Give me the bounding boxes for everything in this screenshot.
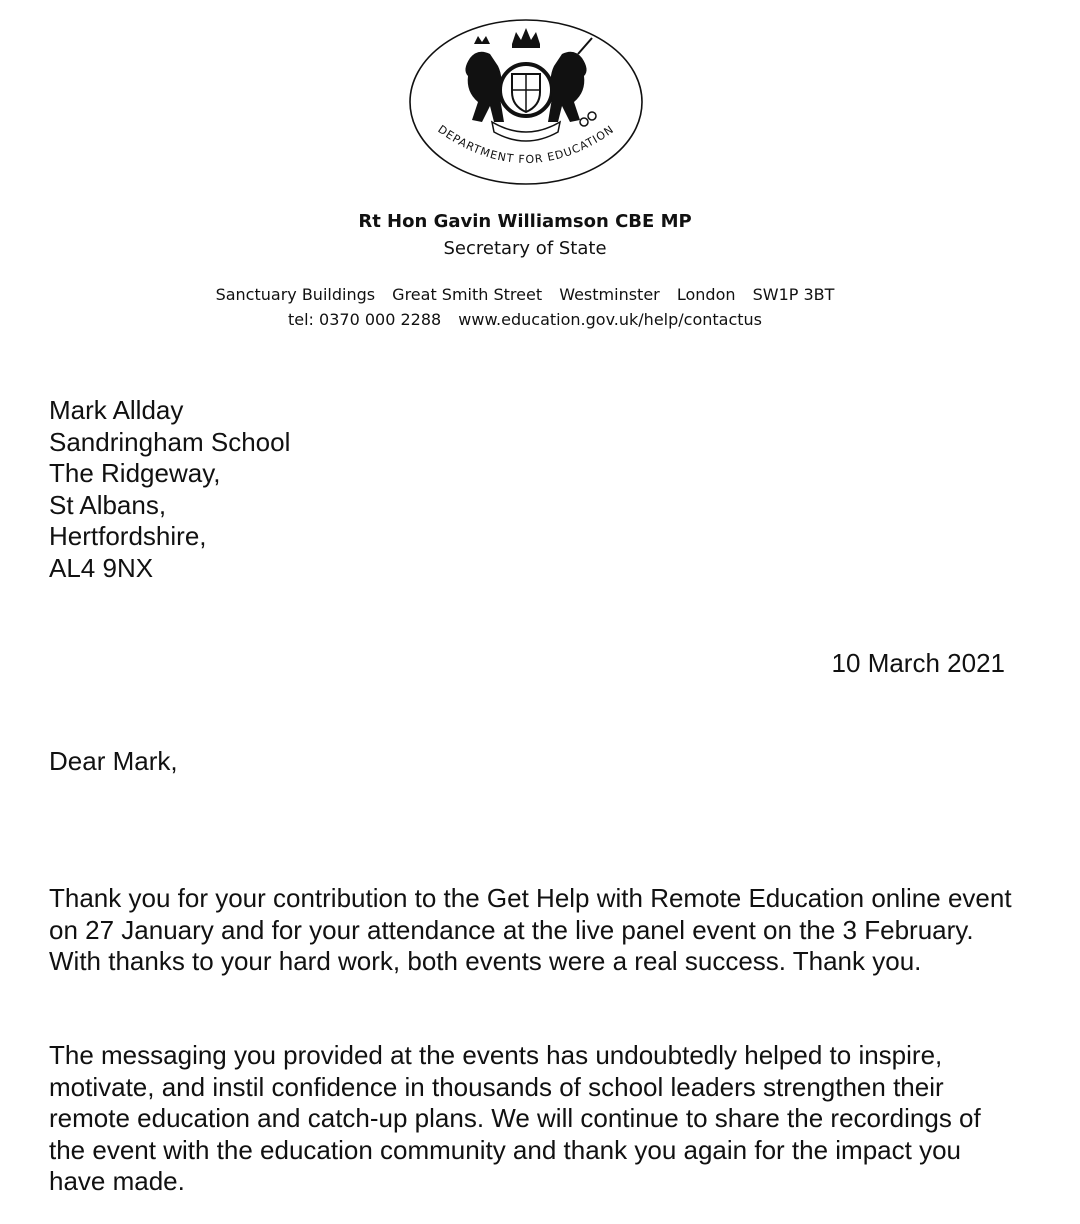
department-arc-text: DEPARTMENT FOR EDUCATION — [435, 122, 617, 167]
recipient-line: Sandringham School — [49, 426, 291, 457]
sender-contact — [0, 310, 1050, 329]
body-paragraph: Thank you for your contribution to the Get Help with Remote Education online event on 27 January and for your attendance at the live panel event on the 3 February. With thanks to your hard work, both events were a real success. Thank you. — [49, 883, 1012, 977]
letter-date: 10 March 2021 — [831, 648, 1005, 678]
sender-name: Rt Hon Gavin Williamson CBE MP — [358, 211, 692, 232]
svg-text:DEPARTMENT FOR EDUCATION — [435, 123, 616, 166]
recipient-line: The Ridgeway, — [49, 458, 221, 489]
sender-address — [0, 285, 1050, 304]
recipient-line: AL4 9NX — [49, 552, 154, 583]
royal-coat-of-arms-icon — [465, 28, 596, 141]
address-line: London — [676, 285, 736, 304]
recipient-line: Mark Allday — [49, 395, 184, 425]
recipient-address — [49, 395, 290, 585]
contact-url: www.education.gov.uk/help/contactus — [458, 310, 762, 329]
sender-title: Secretary of State — [443, 238, 607, 259]
address-line: Sanctuary Buildings — [215, 285, 376, 304]
recipient-line: St Albans, — [49, 489, 167, 520]
recipient-line: Hertfordshire, — [49, 521, 207, 552]
telephone: tel: 0370 000 2288 — [287, 310, 442, 329]
address-line: Great Smith Street — [392, 285, 543, 304]
body-paragraph: The messaging you provided at the events has undoubtedly helped to inspire, motivate, and instil confidence in thousands of school leaders strengthen their remote education and catch-up plans. We will continue to share the recordings of the event with the education community and thank you again for the impact you have made. — [49, 1040, 981, 1197]
address-line: Westminster — [559, 285, 660, 304]
address-line: SW1P 3BT — [752, 285, 835, 304]
salutation: Dear Mark, — [49, 746, 178, 776]
department-for-education-crest — [408, 18, 644, 186]
